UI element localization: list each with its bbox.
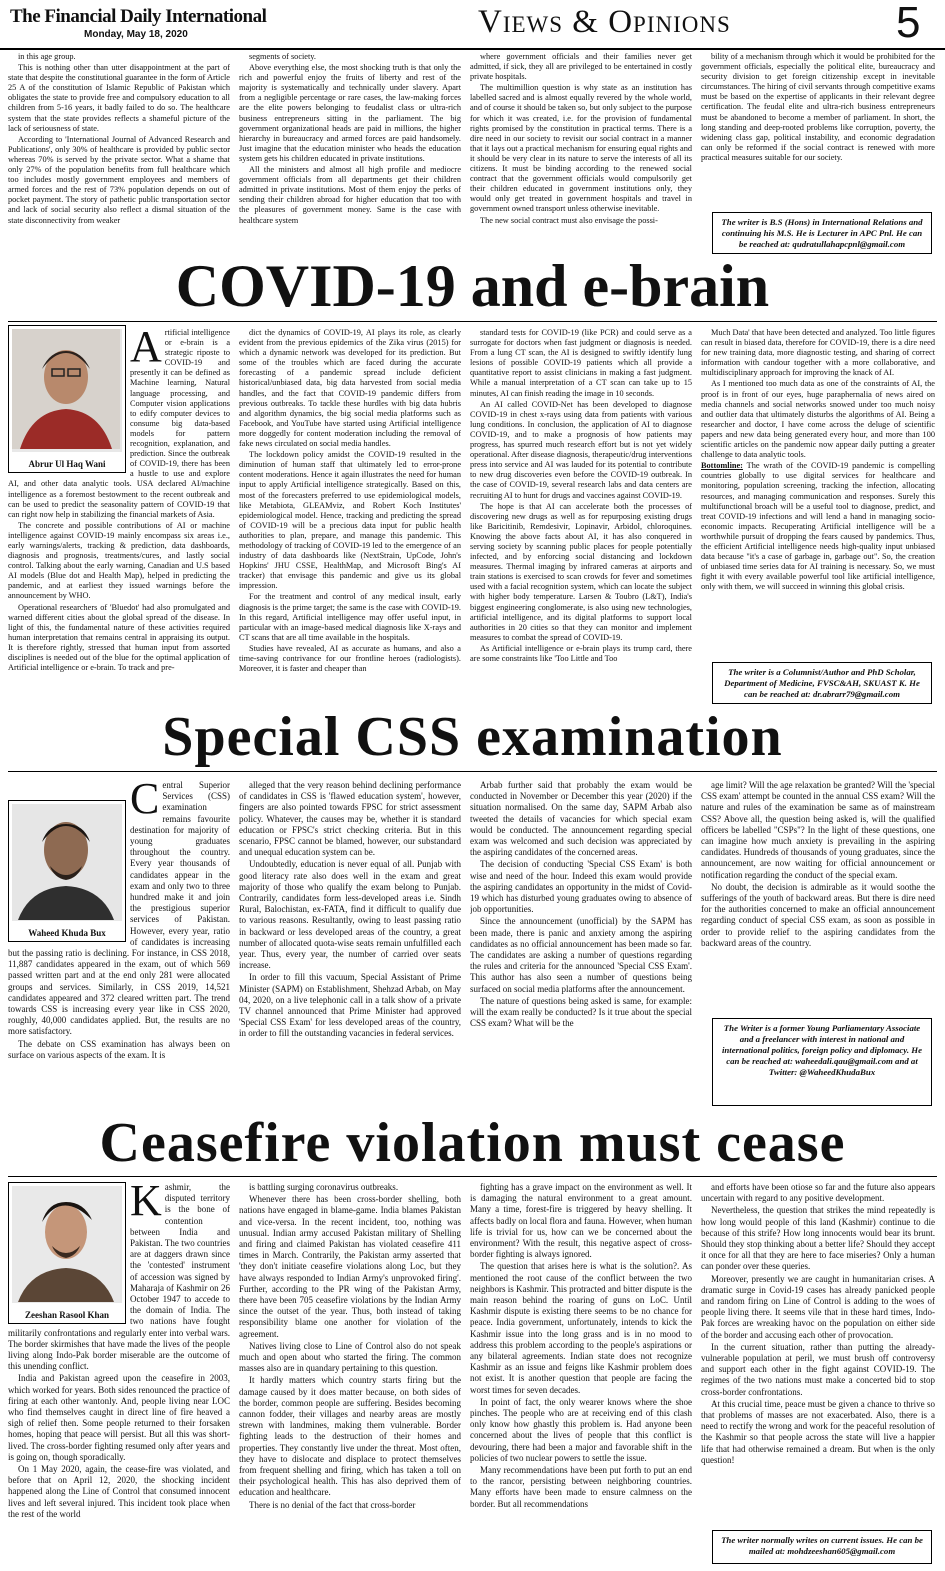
cease-col-3 <box>470 1182 692 1566</box>
covid-col-1-body <box>8 521 230 673</box>
cease-col-4 <box>701 1182 935 1526</box>
paragraph: Whenever there has been cross-border shelling, both nations have engaged in blame-game. India blames Pakistan and vice-versa. In the recent incident, too, nothing was unusual. Indian army accused Pakistan military of Shelling and firing and claimed Pakistan has violated ceasefire 411 times in March. Contrarily, the Pakistan army asserted that 'they don't initiate ceasefire violations along Loc, but they have always responded to Indian Army's unprovoked firing'. Further, according to the PR wing of the Pakistan Army, there have been 705 ceasefire violations by the Indian Army since the outset of the year. Thus, both instead of taking responsibility blame one another for violation of the agreement. <box>239 1194 461 1339</box>
covid-col-4 <box>701 328 935 658</box>
dropcap: C <box>130 780 160 823</box>
bottomline-label: Bottomline: <box>701 461 743 471</box>
headline-ceasefire: Ceasefire violation must cease <box>99 1112 846 1174</box>
paragraph: In order to fill this vacuum, Special Assistant of Prime Minister (SAPM) on Establishment, Shehzad Arbab, on May 04, 2020, on a live telephonic call in a talk show of a private TV channel announced that Prime Minister had approved 'Special CSS Exam' for less developed areas of the country, in order to fill the outstanding vacancies in federal services. <box>239 972 461 1039</box>
paragraph: Above everything else, the most shocking truth is that only the rich and powerful enjoy the fruits of liberty and rest of the majority is systematically and technically under slavery. Apart from a negligible percentage or rare cases, the law-making forces are the elite powers belonging to feudalist class or ultra-rich business entrepreneurs sitting in the parliament. The big government organizational heads are paid in millions, the higher hierarchy in bureaucracy and armed forces are paid handsomely. Just imagine that the education minister who heads the education system gets his children educated in private institutions. <box>239 63 461 163</box>
paragraph: The debate on CSS examination has always been on surface on various aspects of the exam. It is <box>8 1038 230 1060</box>
cease-col-2 <box>239 1182 461 1566</box>
paragraph: and efforts have been otiose so far and the future also appears uncertain with regard to any positive development. <box>701 1182 935 1204</box>
photo-spacer <box>8 780 130 940</box>
top-article-col-4 <box>701 52 935 182</box>
css-col-1-body <box>8 1039 230 1061</box>
css-col-4 <box>701 780 935 1014</box>
covid-col-1 <box>8 328 230 706</box>
paragraph: The hope is that AI can accelerate both the processes of discovering new drugs as well as for repurposing existing drugs like Baricitinib, Remdesivir, Lopinavir, Arbidol, chloroquines. Knowing the above facts about AI, it has also conquered in serving society by scanning public places for people potentially infected, and by enforcing social distancing and lockdown measures. Thermal imaging by infrared cameras at airports and train stations is exercised to scan crowds for fever and sometimes used with a facial recognition system, which can locate the subject with higher body temperature. Larsen & Toubro (L&T), India's biggest engineering conglomerate, is also using new technologies, artificial intelligence, and its digital platforms to support local authorities in 20 cities so that they can monitor and implement measures to combat the spread of COVID-19. <box>470 501 692 642</box>
paragraph: The question that arises here is what is the solution?. As mentioned the root cause of the conflict between the two neighbors is Kashmir. This protracted and bitter dispute is the main reason behind the roaring of guns on LoC. Until Kashmir dispute is existing there seems to be no chance for peace. India government, unfortunately, intends to kick the Kashmir issue into the long grass and is in no mood to address this problem according to the people's aspirations or any bilateral agreements. Indian state does not recognize Kashmir as an issue and feigns like Kashmir problem does not exist. It is another question that people are facing the worst times for seven decades. <box>470 1261 692 1395</box>
paragraph: This is nothing other than utter disappointment at the part of state that despite the constitutional guarantee in the form of Article 25 A of the constitution of Islamic Republic of Pakistan which obligates the state to provide free and compulsory education to all children from 5-16 years, it badly failed to do so. The healthcare system that the state provides reflects a shameful picture of the lack of seriousness of state. <box>8 63 230 133</box>
cease-col-1 <box>8 1182 230 1566</box>
paragraph: The nature of questions being asked is same, for example: will the exam really be conducted? Is it true about the special CSS exam? What will be the <box>470 995 692 1029</box>
paragraph: bility of a mechanism through which it would be prohibited for the government officials, especially the political elite, bureaucracy and security division to get foreign citizenship except in inevitable circumstances. The hiring of civil servants through competitive exams must be based on the expertise of applicants in their relevant degree certification. The feudal elite and ultra-rich business entrepreneurs must be abandoned to become a member of parliament. In short, the long standing and deep-rooted problems like corruption, poverty, the widening class gap, political instability, and economic degradation can only be reformed if the social contract is renewed with more practical measures suitable for our society. <box>701 52 935 162</box>
headline-covid: COVID-19 and e-brain <box>175 253 770 319</box>
author-name: Zeeshan Rasool Khan <box>24 1310 110 1320</box>
paragraph: Studies have revealed, AI as accurate as humans, and also a time-saving contrivance for our frontline heroes (radiologists). Moreover, it is faster and cheaper than <box>239 643 461 674</box>
paragraph: There is no denial of the fact that cross-border <box>249 1499 416 1510</box>
paragraph: Nevertheless, the question that strikes the mind repeatedly is how long would people of this land (Kashmir) continue to die because of this strife? How long innocents would bear its brunt. Should they stop thinking about a better life? Should they accept it once for all that they are here to face miseries? Only a human can ponder over these queries. <box>701 1205 935 1272</box>
paragraph: The new social contract must also envisage the possi- <box>480 215 658 225</box>
author-name: Waheed Khuda Bux <box>28 928 106 938</box>
css-col-1 <box>8 780 230 1110</box>
photo-spacer <box>8 328 130 474</box>
bottomline-paragraph <box>701 461 935 592</box>
paragraph: in this age group. <box>18 52 76 61</box>
paragraph: According to 'International Journal of Advanced Research and Publications', only 30% of healthcare is provided by public sector whereas 70% is served by the private sector. What a shame that only 27% of the population benefits from full healthcare which too includes mostly government employees and members of armed forces and the rest of 73% population depends on out of pocket payment. The story of pathetic public transportation sector and lack of social security also reflect a dismal situation of the state disconnectivity from weaker <box>8 134 230 225</box>
lead-text: ashmir, the disputed territory is the bone of contention between India and Pakistan. The two countries are at daggers drawn since the 'contested' instrument of accession was signed by Maharaja of Kashmir on 26 October 1947 to accede to the domain of India. The two nations have fought militarily confrontations and regularly enter into verbal wars. The border skirmishes that have made the lives of the people living along Indo-Pak border miserable are the outcome of this unending conflict. <box>8 1182 230 1372</box>
covid-col-3 <box>470 328 692 706</box>
divider <box>8 771 937 772</box>
paragraph: The multimillion question is why state as an institution has labelled sacred and is almost equally revered by the whole world, and of course it should be taken so, but only subject to the purpose for which it was created, i.e. for the provision of fundamental rights promised by the constitution in practical terms. There is a dire need in our society to revisit our social contract in a manner that it lays out a practical mechanism for ensuring equal rights and it should be very clear in its nature to serve the interests of all its citizens. It must be binding according to the renewed social contract that the government officials would compulsorily get their children educated in government institutions only, they would only get treated in government hospitals and travel in government owned transport unless otherwise inevitable. <box>470 83 692 214</box>
paragraph: On 1 May 2020, again, the cease-fire was violated, and before that on April 12, 2020, the shocking incident happened along the Line of Control that consumed innocent lives and left several injured. This incident took place when the rest of the world <box>8 1464 230 1519</box>
paragraph: It hardly matters which country starts firing but the damage caused by it does matter because, on both sides of the border, common people are suffering. Besides becoming cannon fodder, their villages and nearby areas are mostly strewn with landmines, making them vulnerable. Border fighting leads to the destruction of their homes and properties. They constantly live under the threat. Most often, they have to dislocate and displace to protect themselves from frequent shelling and firing, which has taken a toll on their psychological health. This has also deprived them of education and healthcare. <box>239 1375 461 1498</box>
paragraph: In point of fact, the only wearer knows where the shoe pinches. The people who are at receiving end of this clash only know how ghastly this problem is. Had anyone been concerned about the lives of people that this conflict is devouring, there had been a major and favorable shift in the policies of two nuclear powers to settle the issue. <box>470 1396 692 1463</box>
paragraph: In the current situation, rather than putting the already-vulnerable population at peril, we must brush off controversy and support each other in the fight against COVID-19. The regimes of the two nations must make a concerted bid to stop cross-border confrontations. <box>701 1341 935 1397</box>
cease-author-bio: The writer normally writes on current issues. He can be mailed at: mohdzeeshan605@gmail.com <box>712 1530 932 1564</box>
paragraph: Many recommendations have been put forth to put an end to the rancor, persisting between neighboring countries. Many efforts have been made to ensure calmness on the border. But all recommendations <box>470 1465 692 1509</box>
paragraph: fighting has a grave impact on the environment as well. It is damaging the natural environment to a great amount. Many a time, forest-fire is triggered by heavy shelling. It affects badly on local flora and fauna. However, when human life is trivial for us, how can we be concerned about the environment? With the result, this negative aspect of cross-border fighting is always ignored. <box>470 1182 692 1260</box>
paragraph: alleged that the very reason behind declining performance of candidates in CSS is 'flawed education system', however, fingers are also pointed towards FPSC for strict assessment policy. Whatever, the causes may be, whether it is standard education or FPSC's strict checking criteria. But in this scenario, FPSC cannot be blamed, however, our substandard and unequal education system can be. <box>239 780 461 858</box>
issue-date: Monday, May 18, 2020 <box>84 29 188 40</box>
paragraph: Much Data' that have been detected and analyzed. Too little figures can result in biased data, therefore for COVID-19, there is a dire need for new training data, more diagnostic testing, and sharing of correct information with candour together with a more collaborative, and multidisciplinary approach for improving the knack of AI. <box>701 328 935 378</box>
paragraph: For the treatment and control of any medical insult, early diagnosis is the prime target; the same is the case with COVID-19. In this regard, Artificial intelligence may offer useful input, in particular with an image-based medical diagnosis like X-rays and CT scans that are all time available in the hospitals. <box>239 592 461 642</box>
photo-spacer <box>8 1182 130 1324</box>
paragraph: The lockdown policy amidst the COVID-19 resulted in the diminution of human staff that ultimately led to error-prone content moderations. Hence it again illustrates the need for human input to apply Artificial intelligence strategically. Based on this, most of the forecasters preferred to use epidemiological models, like Metabiota, GLEAMviz, and Robert Koch Institutes' epidemiological model. Hence, tracking and predicting the spread of COVID-19 will be a precious data input for public health authorities to plan, prepare, and manage this pandemic. This methodology of tracking of COVID-19 led to the emergence of an industry of data dashboards like (NextStrain, UpCode, John's Hopkins' JHU CSSE, HealthMap, and Microsoft Bing's AI tracker) that envisage this pandemic and give us its global impression. <box>239 450 461 591</box>
paragraph: An AI called COVID-Net has been developed to diagnose COVID-19 in chest x-rays using data from patients with various lung conditions. In conclusion, the application of AI to diagnose COVID-19, and to make a prognosis of how patients may progress, has spurred much research effort but is not yet widely operational. After disease diagnosis, therapeutic/drug interventions press into service and AI was lauded for its potential to contribute to new drug discoveries even before the COVID-19 outbreak. In the case of COVID-19, several research labs and data centers are recruiting AI to hunt for drugs and vaccines against COVID-19. <box>470 399 692 500</box>
top-article-col-1 <box>8 52 230 252</box>
covid-col-4-body <box>701 328 935 460</box>
dropcap: K <box>130 1182 162 1225</box>
css-col-2 <box>239 780 461 1110</box>
top-article-col-2 <box>239 52 461 252</box>
paragraph: No doubt, the decision is admirable as it would soothe the sufferings of the youth of backward areas. But there is dire need for the authorities concerned to make an official announcement regarding conduct of special CSS exam, as soon as possible in order to provide relief to the aspiring candidates from the backward areas of the country. <box>701 881 935 948</box>
lead-text: entral Superior Services (CSS) examination remains favourite destination for majority of young graduates throughout the country. Every year thousands of candidates appear in the exam and only two to three hundred make it and join the prestigious superior services of Pakistan. However, every year, ratio of candidates is increasing but the passing ratio is declining. For instance, in CSS 2018, 11,887 candidates appeared in the exam, out of which 569 passed written part and at the end only 281 were allocated groups and services. Similarly, in CSS 2019, 14,521 candidates appeared and 372 cleared written part. The trend towards CSS is increasing every year like in CSS 2020, roughly, 40,000 candidates applied. But, the results are no more satisfactory. <box>8 780 230 1037</box>
masthead <box>0 0 945 50</box>
divider <box>8 321 937 322</box>
top-article-col-3 <box>470 52 692 252</box>
paragraph: is battling surging coronavirus outbreaks. <box>249 1182 399 1192</box>
lead-text: rtificial intelligence or e-brain is a strategic riposte to COVID-19 and presently it can be defined as Machine learning, Natural language processing, and Computer vision applications to edify computer devices to consume big data-based models for pattern recognition, explanation, and prediction. Since the outbreak of COVID-19, there has been a hustle to use and explore AI, and other data analytic tools. USA declared AI/machine intelligence as a foremost bestowment to the recent outbreak and can be used to predict the seasonality pattern of COVID-19 that can right now help in stabilizing the financial markets of Asia. <box>8 328 230 519</box>
paragraph: where government officials and their families never get admitted, if sick, they all are privileged to be entertained in costly private hospitals. <box>470 52 692 82</box>
section-title: Views & Opinions <box>478 4 731 40</box>
page-number: 5 <box>896 0 921 47</box>
paragraph: All the ministers and almost all high profile and mediocre government officials from all departments get their children admitted in private institutions. Most of them enjoy the perks of sending their children abroad for higher education that too with the pleasures of government money. Same is the case with healthcare system <box>239 165 461 225</box>
covid-author-bio: The writer is a Columnist/Author and PhD Scholar, Department of Medicine, FVSC&AH, SKUAST K. He can be reached at: dr.abrarr79@gmail.com <box>712 662 932 704</box>
paragraph: As I mentioned too much data as one of the constraints of AI, the proof is in front of our eyes, huge paraphernalia of news aired on media channels and social networks snowed under too much noisy and outlier data that ultimately disturbs the algorithms of AI. Being a researcher and doctor, I have come across the deluge of scientific papers and new data being generated every hour, and more than 100 scientific articles on the pandemic now appear daily putting a greater challenge to data analytic tools. <box>701 379 935 460</box>
bottomline-text: The wrath of the COVID-19 pandemic is compelling countries globally to use digital services for healthcare and monitoring, population screening, tracking the infection, allocating resources, and managing communication and responses. Surely this multifunctional broach will be a useful tool to diagnose, predict, and treat COVID-19 infections and will lend a hand in managing socio-economic impacts. Recuperating Artificial intelligence will be a worthwhile pursuit of dropping the fears caused by pandemics. Thus, the efficient Artificial intelligence needs high-quality input unbiased data because "it's a case of garbage in, garbage out". So, the creation of unbiased time series data for AI training is necessary. So, we must fight it with every available powerful tool like artificial intelligence, only with them, we will succeed in winning this global crisis. <box>701 461 935 592</box>
headline-css: Special CSS examination <box>162 706 783 768</box>
paragraph: Arbab further said that probably the exam would be conducted in November or December this year (2020) if the situation normalised. On the same day, SAPM Arbab also tweeted the details of vacancies for which special exam would be conducted. The announcement regarding special exam was welcomed and such decision was appreciated by the aspiring candidates of the concerned areas. <box>470 780 692 858</box>
paragraph: Since the announcement (unofficial) by the SAPM has been made, there is panic and anxiety among the aspiring candidates as no official announcement has been made so far. The candidates are asking a number of questions regarding the rules and criteria for the announced 'Special CSS Exam'. This author has also seen a number of questions being surfaced on social media platforms after the announcement. <box>470 916 692 994</box>
css-author-bio: The Writer is a former Young Parliamentary Associate and a freelancer with interest in national and international politics, foreign policy and diplomacy. He can be reached at: waheedali.qau@gmail.com and at Twitter: @WaheedKhudaBux <box>712 1018 932 1106</box>
paragraph: As Artificial intelligence or e-brain plays its trump card, there are some constraints like 'Too Little and Too <box>470 643 692 663</box>
paper-name: The Financial Daily International <box>10 6 267 27</box>
paragraph: standard tests for COVID-19 (like PCR) and could serve as a surrogate for doctors when fast judgment or diagnosis is needed. From a lung CT scan, the AI is designed to swiftly identify lung lesions of possible COVID-19 patients which all provide a quantitative report to assist clinicians in making a fast judgment. While a manual interpretation of a CT scan can take up to 15 minutes, AI can finish reading the image in 10 seconds. <box>470 328 692 398</box>
paragraph: dict the dynamics of COVID-19, AI plays its role, as clearly evident from the previous epidemics of the Zika virus (2015) for which a dynamic network was developed for its prediction. But some of the troubles which are faced during the accurate forecasting of a pandemic spread include deficient historical/unbiased data, big data harvested from social media handles, and the fact that COVID-19 pandemic differs from previous outbreaks. To tackle these hurdles with big data hubris and algorithm dynamics, the big social media platforms such as Facebook, and YouTube have started using Artificial intelligence more doggedly for content moderation including the removal of fake news circulated on social media handles. <box>239 328 461 449</box>
paragraph: segments of society. <box>249 52 316 61</box>
paragraph: At this crucial time, peace must be given a chance to thrive so that problems of masses are not exacerbated. Also, there is a need to rectify the wrong and work for the peaceful resolution of the Kashmir so that people across the state will live a happier life that had otherwise remained a dream. But when is the only question! <box>701 1398 935 1465</box>
top-article-author-bio: The writer is B.S (Hons) in International Relations and continuing his M.S. He is Lecturer in APC Pnl. He can be reached at: qudratullahapcpnl@gmail.com <box>712 212 932 254</box>
paragraph: Operational researchers of 'Bluedot' had also promulgated and warned different cities about the global spread of the disease. In light of this, the fundamental nature of these activities required human interpretation that remains central in appraising its output. It is therefore rightly, stressed that human input from assorted disciplines is needed out of the blue for the optimal application of Artificial intelligence or e-brain. To track and pre- <box>8 602 230 673</box>
css-col-3 <box>470 780 692 1110</box>
author-name: Abrur Ul Haq Wani <box>28 459 106 469</box>
paragraph: The concrete and possible contributions of AI or machine intelligence against COVID-19 mainly encompass six areas i.e., early warnings/alerts, tracking & prediction, data dashboards, diagnosis and prognosis, treatments/cures, and lastly social control. Talking about the early warning, Canadian and U.S based AI models (Blue dot and Health Map), helped in predicting the pandemic, and at earliest they issued warnings before the announcement by WHO. <box>8 520 230 601</box>
paragraph: India and Pakistan agreed upon the ceasefire in 2003, which worked for years. Both sides renounced the practice of firing at each other wantonly. And, people living near LOC who find themselves caught in direct line of fire heaved a sigh of relief then. Some people returned to their forsaken homes, hoping that peace will persist. But all this was short-lived. The cross-border fighting resumed only after years and is going on, though sporadically. <box>8 1373 230 1462</box>
paragraph: Undoubtedly, education is never equal of all. Punjab with good literacy rate also does well in the exam and great majority of those who qualify the exam belong to Punjab. Contrarily, candidates form less-developed areas i.e. Sindh Rural, Balochistan, ex-FATA, find it difficult to qualify due to various reasons. Resultantly, owing to least passing ratio in backward or less developed areas of the country, a great number of allocated quota-wise seats remain unfulfilled each year. Thus, every year, the number of carried over seats increase. <box>239 859 461 971</box>
paragraph: The decision of conducting 'Special CSS Exam' is both wise and need of the hour. Indeed this exam would provide the aspiring candidates an opportunity in the midst of Covid-19 which has disturbed young graduates owing to absence of job opportunities. <box>470 859 692 915</box>
paragraph: age limit? Will the age relaxation be granted? Will the 'special CSS exam' attempt be counted in the annual CSS exam? Will the nature and rules of the examination be same as of mainstream CSS? Above all, the question being asked is, will the qualified officers be labelled "CSPs"? In the light of these questions, one can imagine how much anxiety is prevailing in the aspiring candidates. Hundreds of thousands of young graduates, since the announcement, are now waiting for official announcement or notification regarding the conduct of the special exam. <box>701 780 935 880</box>
paragraph: Moreover, presently we are caught in humanitarian crises. A dramatic surge in Covid-19 cases has already panicked people and random firing on Line of Control is adding to the woes of people living there. It seems vile that in these hard times, Indo-Pak forces are wreaking havoc on the population on either side of the border and accusing each other of provocation. <box>701 1273 935 1340</box>
paragraph: Natives living close to Line of Control also do not speak much and open about who started the firing. The common masses also are in quandary pertaining to this question. <box>239 1340 461 1374</box>
cease-col-1-body <box>8 1373 230 1520</box>
covid-col-2 <box>239 328 461 706</box>
dropcap: A <box>130 328 162 371</box>
divider <box>8 1176 937 1177</box>
